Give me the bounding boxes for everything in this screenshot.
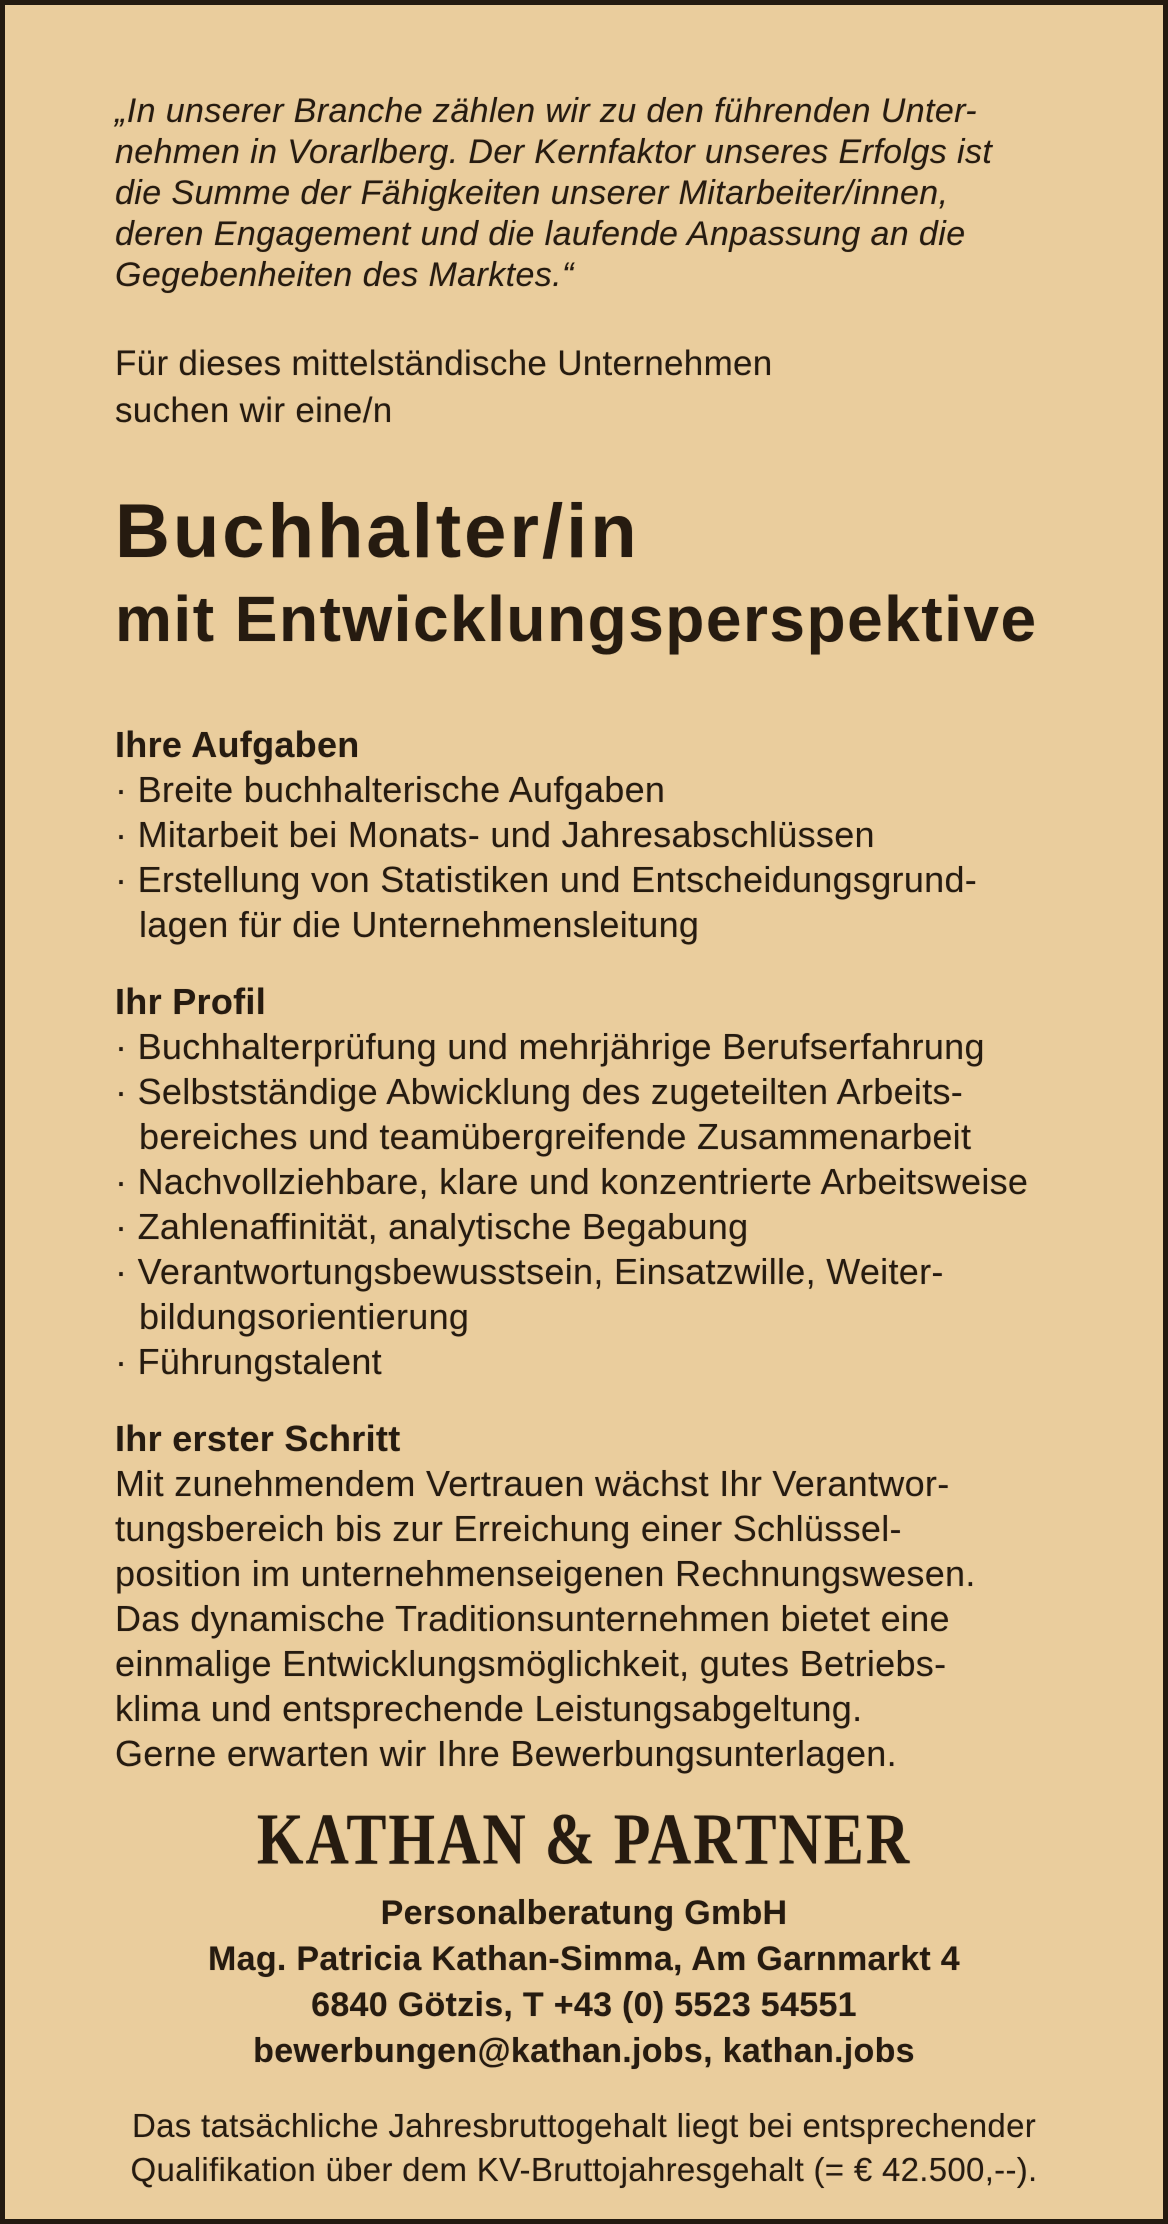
section-heading-aufgaben: Ihre Aufgaben: [115, 724, 360, 765]
bullet-line: · Selbstständige Abwicklung des zugeteilten Arbeits-: [115, 1071, 964, 1112]
section-aufgaben: [115, 722, 1075, 947]
intro-line: suchen wir eine/n: [115, 391, 393, 430]
job-title: Buchhalter/in: [115, 489, 640, 574]
section-erster-schritt: [115, 1416, 1075, 1776]
employer-logo-block: [5, 1798, 1163, 1880]
ad-content: [5, 5, 1163, 1776]
salary-note-line: Das tatsächliche Jahresbruttogehalt liegt bei entsprechender: [131, 2107, 1037, 2144]
company-quote: [115, 91, 1075, 296]
intro-line: Für dieses mittelständische Unternehmen: [115, 344, 773, 383]
section-profil: [115, 979, 1075, 1384]
paragraph-line: klima und entsprechende Leistungsabgeltung.: [115, 1688, 863, 1729]
bullet-continuation-line: bereiches und teamübergreifende Zusammenarbeit: [139, 1116, 972, 1157]
paragraph-line: Mit zunehmendem Vertrauen wächst Ihr Verantwor-: [115, 1463, 950, 1504]
paragraph-line: Das dynamische Traditionsunternehmen bietet eine: [115, 1598, 950, 1639]
bullet-line: · Breite buchhalterische Aufgaben: [115, 769, 666, 810]
employer-contact-block: [5, 1890, 1163, 2074]
salary-note-line: Qualifikation über dem KV-Bruttojahresgehalt (= € 42.500,--).: [130, 2151, 1038, 2188]
section-heading-erster-schritt: Ihr erster Schritt: [115, 1418, 401, 1459]
company-logo: KATHAN & PARTNER: [256, 1798, 912, 1880]
bullet-line: · Buchhalterprüfung und mehrjährige Berufserfahrung: [115, 1026, 985, 1067]
contact-line-company: Personalberatung GmbH: [380, 1894, 788, 1932]
paragraph-line: tungsbereich bis zur Erreichung einer Schlüssel-: [115, 1508, 902, 1549]
paragraph-line: position im unternehmenseigenen Rechnungswesen.: [115, 1553, 976, 1594]
quote-line: „In unserer Branche zählen wir zu den führenden Unter-: [115, 92, 978, 130]
bullet-continuation-line: lagen für die Unternehmensleitung: [139, 904, 700, 945]
bullet-line: · Mitarbeit bei Monats- und Jahresabschlüssen: [115, 814, 875, 855]
intro-text: [115, 340, 1075, 434]
bullet-line: · Verantwortungsbewusstsein, Einsatzwille, Weiter-: [115, 1251, 944, 1292]
section-heading-profil: Ihr Profil: [115, 981, 267, 1022]
quote-line: deren Engagement und die laufende Anpassung an die: [115, 215, 966, 253]
contact-line-email-web: bewerbungen@kathan.jobs, kathan.jobs: [253, 2032, 915, 2070]
paragraph-line: Gerne erwarten wir Ihre Bewerbungsunterlagen.: [115, 1733, 897, 1774]
contact-line-person-address: Mag. Patricia Kathan-Simma, Am Garnmarkt 4: [207, 1940, 961, 1978]
quote-line: Gegebenheiten des Marktes.“: [115, 256, 574, 294]
paragraph-line: einmalige Entwicklungsmöglichkeit, gutes Betriebs-: [115, 1643, 947, 1684]
bullet-continuation-line: bildungsorientierung: [139, 1296, 470, 1337]
quote-line: die Summe der Fähigkeiten unserer Mitarbeiter/innen,: [115, 174, 949, 212]
quote-line: nehmen in Vorarlberg. Der Kernfaktor unseres Erfolgs ist: [115, 133, 993, 171]
bullet-line: · Führungstalent: [115, 1341, 382, 1382]
bullet-line: · Zahlenaffinität, analytische Begabung: [115, 1206, 749, 1247]
bullet-line: · Nachvollziehbare, klare und konzentrierte Arbeitsweise: [115, 1161, 1029, 1202]
job-subtitle: mit Entwicklungsperspektive: [115, 583, 1038, 655]
bullet-line: · Erstellung von Statistiken und Entscheidungsgrund-: [115, 859, 978, 900]
contact-line-city-phone: 6840 Götzis, T +43 (0) 5523 54551: [311, 1986, 857, 2024]
salary-note: [5, 2104, 1163, 2192]
